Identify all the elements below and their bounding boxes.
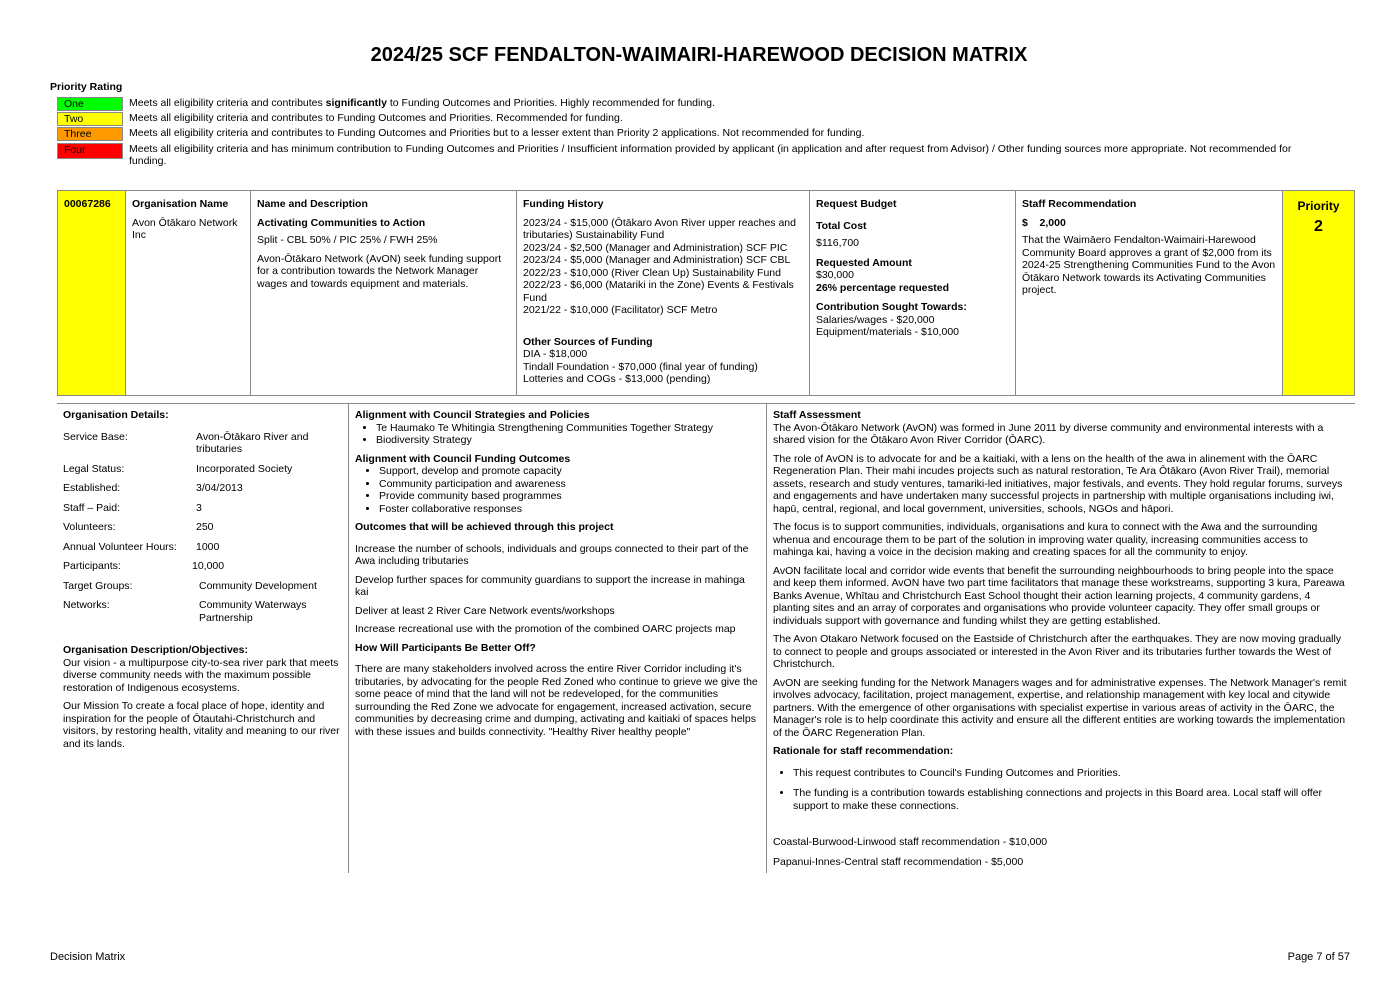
detail-row: Target Groups: Community Development	[63, 579, 317, 592]
rationale-item: • This request contributes to Council's Funding Outcomes and Priorities.	[793, 767, 1349, 780]
funding-history-item: 2021/22 - $10,000 (Facilitator) SCF Metro	[523, 304, 718, 316]
requested-amount-label: Requested Amount	[816, 256, 912, 269]
priority-row-three	[57, 127, 1307, 141]
funding-history-header: Funding History	[523, 198, 604, 210]
priority-desc-three: Meets all eligibility criteria and contributes to Funding Outcomes and Priorities but to a lesser extent than Priority 2 applications. Not recommended for funding.	[129, 127, 865, 139]
outcomes-header: Alignment with Council Funding Outcomes	[355, 452, 571, 465]
assessment-para: The role of AvON is to advocate for and be a kaitiaki, with a lens on the health of the awa in alinement with the ŌARC Regeneration Plan. Their mahi incudes projects such as natural restoration, Te Ara Ōtākaro (Avon River Trail), memorial assets, research and study ventures, tamariki-led initiatives, major festivals, and events. They hold regular forums, surveys and engagements and have undertaken many successful projects in partnership with multiple organisations including iwi, hapū, central, regional, and local government, universities, schools, NGOs and hāpori.	[773, 452, 1343, 515]
funding-history-item: 2022/23 - $10,000 (River Clean Up) Sustainability Fund	[523, 266, 781, 279]
priority-swatch-two: Two	[57, 112, 123, 126]
outcome-item: • Foster collaborative responses	[379, 503, 760, 516]
assessment-para: The Avon-Ōtākaro Network (AvON) was formed in June 2011 by diverse community and environmental interests with a shared vision for the Ōtākaro Avon River Corridor (ŌARC).	[773, 421, 1324, 446]
detail-row: Networks: Community Waterways Partnership	[63, 599, 307, 624]
project-description: Avon-Ōtākaro Network (AvON) seek funding support for a contribution towards the Network Manager wages and towards equipment and materials.	[257, 252, 502, 290]
detail-row: Service Base: Avon-Ōtākaro River and tributaries	[63, 430, 309, 455]
priority-row-four	[57, 143, 1307, 167]
achieved-item: Deliver at least 2 River Care Network events/workshops	[355, 604, 615, 617]
assessment-para: AvON are seeking funding for the Network Managers wages and for administrative expenses. The Network Manager's remit involves advocacy, facilitation, project management, expertise, and relationship management with key local and citywide partners. With the emergence of other organisations with specialist expertise in various areas of activity in the ŌARC, the Manager's role is to help coordinate this activity and ensure all the different entities are working towards the implementation of the ŌARC Regeneration Plan.	[773, 676, 1347, 739]
record-id: 00067286	[64, 198, 111, 210]
other-source-item: DIA - $18,000	[523, 348, 588, 360]
assessment-para: The Avon Otakaro Network focused on the Eastside of Christchurch after the earthquakes. They are now moving gradually to connect to people and groups associated or interested in the Avon River and its tributaries further towards the West of Christchurch.	[773, 633, 1342, 670]
priority-rating-label: Priority Rating	[50, 81, 123, 93]
org-details-column	[57, 403, 348, 873]
priority-desc-two: Meets all eligibility criteria and contributes to Funding Outcomes and Priorities. Recommended for funding.	[129, 112, 623, 124]
achieved-item: Increase the number of schools, individuals and groups connected to their part of the Awa including tributaries	[355, 542, 749, 567]
contribution-item: Salaries/wages - $20,000	[816, 313, 935, 326]
funding-history-item: 2022/23 - $6,000 (Matariki in the Zone) Events & Festivals Fund	[523, 279, 794, 304]
other-board-recommendation: Coastal-Burwood-Linwood staff recommendation - $10,000	[773, 836, 1048, 848]
application-summary-table	[57, 190, 1355, 396]
detail-row: Participants: 10,000	[63, 560, 225, 572]
project-header: Name and Description	[257, 198, 368, 210]
contribution-label: Contribution Sought Towards:	[816, 301, 967, 313]
funding-history-item: 2023/24 - $5,000 (Manager and Administration) SCF CBL	[523, 254, 791, 266]
assessment-para: The focus is to support communities, individuals, organisations and kura to connect with the Awa and the surrounding whenua and encourage them to be part of the solution in improving water quality, increasing communities access to mahinga kai, having a voice in the decision making and creating spaces for all the community to enjoy.	[773, 521, 1318, 558]
priority-desc-four: Meets all eligibility criteria and has minimum contribution to Funding Outcomes and Priorities / Insufficient information provided by applicant (in application and after request from Advisor) / Other funding sources more appropriate. Not recommended for funding.	[129, 143, 1292, 167]
achieved-item: Increase recreational use with the promotion of the combined OARC projects map	[355, 623, 736, 635]
outcomes-list	[355, 465, 760, 515]
priority-value: 2	[1314, 217, 1323, 235]
staff-rec-text: That the Waimāero Fendalton-Waimairi-Harewood Community Board approves a grant of $2,000 from its 2024-25 Strengthening Communities Fund to the Avon Ōtākaro Network towards its Activating Communities project.	[1022, 234, 1276, 296]
contribution-item: Equipment/materials - $10,000	[816, 326, 959, 338]
strategies-header: Alignment with Council Strategies and Policies	[355, 409, 590, 421]
rationale-list	[773, 767, 1349, 813]
better-off-header: How Will Participants Be Better Off?	[355, 641, 536, 654]
outcome-item: • Community participation and awareness	[379, 478, 760, 491]
page-title: 2024/25 SCF FENDALTON-WAIMAIRI-HAREWOOD DECISION MATRIX	[370, 44, 1028, 66]
outcome-item: • Provide community based programmes	[379, 490, 760, 503]
funding-history-cell	[516, 191, 809, 395]
priority-swatch-four: Four	[57, 143, 123, 159]
priority-swatch-one: One	[57, 97, 123, 111]
strategy-item: • Biodiversity Strategy	[376, 434, 760, 447]
details-section	[57, 403, 1355, 873]
total-cost-label: Total Cost	[816, 219, 867, 232]
better-off-text: There are many stakeholders involved across the entire River Corridor including it's tributaries, by advocating for the people Red Zoned who continue to grieve we give the some peace of mind that the land will not be redeveloped, for the communities surrounding the Red Zone we advocate for engagement, increased activation, secure communities by decreasing crime and dumping, activating and kaitiaki of spaces helps with these issues and builds connectivity. "Healthy River healthy people"	[355, 663, 758, 738]
staff-rec-amount: $ 2,000	[1022, 216, 1066, 229]
outcome-item: • Support, develop and promote capacity	[379, 465, 760, 478]
priority-row-two	[57, 112, 1307, 126]
staff-assessment-column	[766, 403, 1355, 873]
request-budget-cell	[809, 191, 1015, 395]
percentage-requested: 26% percentage requested	[816, 281, 950, 294]
requested-amount-value: $30,000	[816, 269, 854, 281]
org-name-header: Organisation Name	[132, 198, 229, 210]
request-budget-header: Request Budget	[816, 198, 897, 210]
project-cell	[250, 191, 516, 395]
page-number: Page 7 of 57	[1287, 951, 1350, 963]
staff-recommendation-cell	[1015, 191, 1282, 395]
project-title: Activating Communities to Action	[257, 216, 426, 229]
detail-row: Staff – Paid: 3	[63, 501, 202, 514]
priority-label: Priority	[1297, 199, 1340, 213]
org-description-para: Our vision - a multipurpose city-to-sea river park that meets diverse community needs with the maximum possible restoration of Indigenous ecosystems.	[63, 656, 339, 694]
org-details-header: Organisation Details:	[63, 409, 169, 421]
assessment-para: AvON facilitate local and corridor wide events that benefit the surrounding neighbourhoods to bring people into the space and keep them informed. AvON have two part time facilitators that manage these workstreams, supporting 3 kura, Pareawa Banks Avenue, Whītau and Christchurch East School thought their action learning projects, 4 community gardens, 4 planting sites and an array of corporates and organisations who provide volunteer capacity. They offer small groups or individuals support with governance and funding whilst they are getting established.	[773, 564, 1345, 627]
strategies-list	[355, 422, 760, 447]
other-sources-header: Other Sources of Funding	[523, 335, 653, 348]
funding-history-item: 2023/24 - $15,000 (Ōtākaro Avon River upper reaches and tributaries) Sustainability Fund	[523, 216, 796, 241]
funding-history-item: 2023/24 - $2,500 (Manager and Administration) SCF PIC	[523, 241, 788, 254]
other-board-recommendation: Papanui-Innes-Central staff recommendation - $5,000	[773, 855, 1024, 868]
detail-row: Annual Volunteer Hours: 1000	[63, 540, 220, 553]
footer-title: Decision Matrix	[50, 951, 126, 963]
detail-row: Legal Status: Incorporated Society	[63, 462, 293, 475]
achieved-header: Outcomes that will be achieved through this project	[355, 521, 614, 533]
achieved-item: Develop further spaces for community guardians to support the increase in mahinga kai	[355, 573, 745, 598]
other-source-item: Lotteries and COGs - $13,000 (pending)	[523, 373, 711, 385]
strategy-item: • Te Haumako Te Whitingia Strengthening Communities Together Strategy	[376, 422, 760, 435]
rationale-header: Rationale for staff recommendation:	[773, 745, 954, 757]
priority-cell	[1282, 191, 1354, 395]
org-description-header: Organisation Description/Objectives:	[63, 644, 248, 656]
alignment-column	[348, 403, 766, 873]
org-name-cell	[125, 191, 250, 395]
rationale-item: • The funding is a contribution towards establishing connections and projects in this Board area. Local staff will offer support to make these connections.	[793, 787, 1349, 812]
org-description-para: Our Mission To create a focal place of hope, identity and inspiration for the people of Ōtautahi-Christchurch and visitors, by restoring health, vitality and meaning to our river and its lands.	[63, 700, 340, 750]
detail-row: Volunteers: 250	[63, 521, 214, 533]
assessment-header: Staff Assessment	[773, 409, 861, 421]
priority-desc-one: Meets all eligibility criteria and contributes significantly to Funding Outcomes and Priorities. Highly recommended for funding.	[129, 97, 715, 109]
project-split: Split - CBL 50% / PIC 25% / FWH 25%	[257, 234, 438, 246]
other-source-item: Tindall Foundation - $70,000 (final year of funding)	[523, 360, 758, 373]
org-name: Avon Ōtākaro Network Inc	[132, 216, 238, 241]
priority-swatch-three: Three	[57, 127, 123, 141]
priority-row-one	[57, 97, 1307, 111]
record-id-cell	[58, 191, 125, 395]
detail-row: Established: 3/04/2013	[63, 482, 243, 494]
staff-rec-header: Staff Recommendation	[1022, 198, 1137, 210]
total-cost-value: $116,700	[816, 237, 860, 249]
